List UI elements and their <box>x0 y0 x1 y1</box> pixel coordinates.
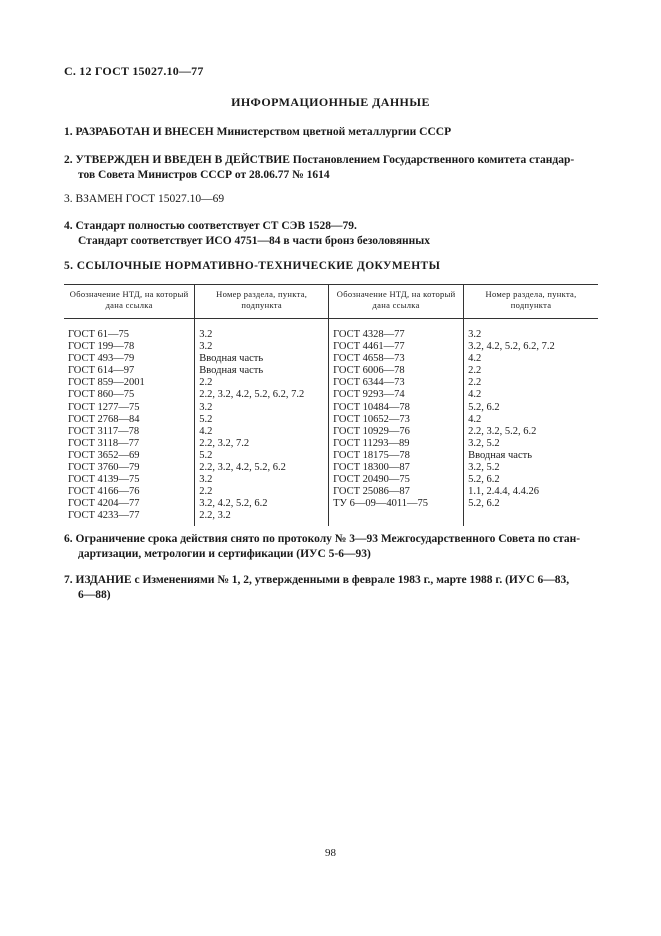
cell-ntd-right: ГОСТ 10484—78 <box>329 402 464 414</box>
section-title: ИНФОРМАЦИОННЫЕ ДАННЫЕ <box>231 95 430 109</box>
cell-ntd-left: ГОСТ 61—75 <box>64 329 195 341</box>
cell-section-right: 2.2 <box>468 377 482 389</box>
cell-section-right: 3.2, 5.2 <box>468 437 500 449</box>
cell-section-left: 4.2 <box>195 426 329 438</box>
page-number: 98 <box>325 847 336 859</box>
cell-section-left: 2.2 <box>195 486 329 498</box>
cell-section-right: 5.2, 6.2 <box>468 498 500 510</box>
cell-ntd-right: ГОСТ 25086—87 <box>329 486 464 498</box>
item-1 <box>64 125 604 140</box>
cell-ntd-left: ГОСТ 859—2001 <box>64 377 195 389</box>
item-1-lead: 1. РАЗРАБОТАН И ВНЕСЕН <box>64 126 214 138</box>
cell-section-left: 5.2 <box>195 450 329 462</box>
cell-section-right: 1.1, 2.4.4, 4.4.26 <box>468 486 539 498</box>
table-row <box>64 426 598 438</box>
cell-ntd-right: ГОСТ 11293—89 <box>329 438 464 450</box>
cell-ntd-left: ГОСТ 1277—75 <box>64 402 195 414</box>
cell-ntd-right: ГОСТ 4461—77 <box>329 341 464 353</box>
cell-ntd-left: ГОСТ 3652—69 <box>64 450 195 462</box>
cell-section-right: 3.2, 4.2, 5.2, 6.2, 7.2 <box>468 341 555 353</box>
cell-ntd-right <box>329 510 464 525</box>
cell-ntd-left: ГОСТ 4233—77 <box>64 510 195 525</box>
cell-ntd-right: ГОСТ 6344—73 <box>329 377 464 389</box>
cell-section-left: 3.2 <box>195 402 329 414</box>
item-7-line1: 7. ИЗДАНИЕ с Изменениями № 1, 2, утвержденными в феврале 1983 г., марте 1988 г. (ИУС 6—83, <box>64 574 570 586</box>
cell-ntd-right: ГОСТ 10652—73 <box>329 414 464 426</box>
cell-ntd-left: ГОСТ 4166—76 <box>64 486 195 498</box>
table-spacer-row <box>64 319 598 330</box>
item-2-line2: тов Совета Министров СССР от 28.06.77 № 1614 <box>78 169 330 181</box>
page-header: С. 12 ГОСТ 15027.10—77 <box>64 64 204 78</box>
table-row <box>64 462 598 474</box>
cell-ntd-right: ТУ 6—09—4011—75 <box>329 498 464 510</box>
cell-section-right: Вводная часть <box>468 449 532 461</box>
item-2-text: Постановлением Государственного комитета стандар- <box>289 154 575 166</box>
cell-ntd-right: ГОСТ 4658—73 <box>329 353 464 365</box>
cell-section-left: 3.2 <box>195 474 329 486</box>
cell-section-right: 4.2 <box>468 413 482 425</box>
cell-section-right: 4.2 <box>468 389 482 401</box>
item-5: 5. ССЫЛОЧНЫЕ НОРМАТИВНО-ТЕХНИЧЕСКИЕ ДОКУМЕНТЫ <box>64 260 441 272</box>
cell-section-right: 5.2, 6.2 <box>468 401 500 413</box>
cell-ntd-left: ГОСТ 3118—77 <box>64 438 195 450</box>
cell-section-left: 3.2 <box>195 329 329 341</box>
cell-ntd-left: ГОСТ 2768—84 <box>64 414 195 426</box>
cell-ntd-right: ГОСТ 18300—87 <box>329 462 464 474</box>
table-row <box>64 353 598 365</box>
item-7 <box>64 573 604 603</box>
cell-ntd-right: ГОСТ 9293—74 <box>329 389 464 401</box>
item-6 <box>64 532 604 562</box>
item-4-line2: Стандарт соответствует ИСО 4751—84 в части бронз безоловянных <box>78 235 431 247</box>
item-7-line2: 6—88) <box>78 589 111 601</box>
cell-ntd-right: ГОСТ 10929—76 <box>329 426 464 438</box>
cell-section-left: 2.2 <box>195 377 329 389</box>
table-row <box>64 414 598 426</box>
cell-section-left: 3.2 <box>195 341 329 353</box>
cell-section-left: 3.2, 4.2, 5.2, 6.2 <box>195 498 329 510</box>
cell-section-right: 3.2 <box>468 329 482 340</box>
cell-section-left: Вводная часть <box>195 353 329 365</box>
cell-section-left: 2.2, 3.2, 7.2 <box>195 438 329 450</box>
cell-section-right: 5.2, 6.2 <box>468 474 500 486</box>
table-row <box>64 498 598 510</box>
item-6-line1: 6. Ограничение срока действия снято по протоколу № 3—93 Межгосударственного Совета по стан- <box>64 533 581 545</box>
cell-section-left: Вводная часть <box>195 365 329 377</box>
item-4 <box>64 219 604 249</box>
cell-section-right <box>464 510 598 525</box>
table-header-row <box>64 285 598 319</box>
item-2 <box>64 153 604 183</box>
header-ntd-right: Обозначение НТД, на который дана ссылка <box>329 285 464 319</box>
references-table <box>64 284 598 526</box>
cell-section-left: 2.2, 3.2 <box>195 510 329 525</box>
header-section-right: Номер раздела, пункта, подпункта <box>464 285 598 319</box>
header-ntd-left: Обозначение НТД, на который дана ссылка <box>64 285 195 319</box>
item-2-lead: 2. УТВЕРЖДЕН И ВВЕДЕН В ДЕЙСТВИЕ <box>64 154 290 166</box>
item-3: 3. ВЗАМЕН ГОСТ 15027.10—69 <box>64 193 225 205</box>
cell-ntd-right: ГОСТ 4328—77 <box>329 329 464 341</box>
table-row <box>64 474 598 486</box>
item-6-line2: дартизации, метрологии и сертификации (ИУС 5-6—93) <box>78 548 371 560</box>
cell-section-left: 5.2 <box>195 414 329 426</box>
table-row <box>64 389 598 401</box>
item-1-text: Министерством цветной металлургии СССР <box>213 126 452 138</box>
table-row <box>64 341 598 353</box>
cell-ntd-left: ГОСТ 493—79 <box>64 353 195 365</box>
cell-section-left: 2.2, 3.2, 4.2, 5.2, 6.2 <box>195 462 329 474</box>
table-row <box>64 438 598 450</box>
cell-section-right: 4.2 <box>468 353 482 365</box>
item-4-line1: 4. Стандарт полностью соответствует СТ СЭВ 1528—79. <box>64 220 357 232</box>
table-row <box>64 486 598 498</box>
header-section-left: Номер раздела, пункта, подпункта <box>195 285 329 319</box>
cell-ntd-left: ГОСТ 4204—77 <box>64 498 195 510</box>
cell-section-right: 3.2, 5.2 <box>468 462 500 474</box>
table-body <box>64 319 598 526</box>
cell-section-right: 2.2, 3.2, 5.2, 6.2 <box>468 425 537 437</box>
table-row <box>64 365 598 377</box>
cell-ntd-left: ГОСТ 614—97 <box>64 365 195 377</box>
table-row <box>64 402 598 414</box>
table-row <box>64 329 598 341</box>
cell-section-right: 2.2 <box>468 365 482 377</box>
cell-ntd-right: ГОСТ 20490—75 <box>329 474 464 486</box>
cell-ntd-left: ГОСТ 4139—75 <box>64 474 195 486</box>
cell-ntd-left: ГОСТ 3760—79 <box>64 462 195 474</box>
table-row <box>64 510 598 525</box>
cell-section-left: 2.2, 3.2, 4.2, 5.2, 6.2, 7.2 <box>195 389 329 401</box>
table-row <box>64 377 598 389</box>
cell-ntd-left: ГОСТ 860—75 <box>64 389 195 401</box>
cell-ntd-left: ГОСТ 199—78 <box>64 341 195 353</box>
cell-ntd-left: ГОСТ 3117—78 <box>64 426 195 438</box>
table-row <box>64 450 598 462</box>
cell-ntd-right: ГОСТ 6006—78 <box>329 365 464 377</box>
cell-ntd-right: ГОСТ 18175—78 <box>329 450 464 462</box>
